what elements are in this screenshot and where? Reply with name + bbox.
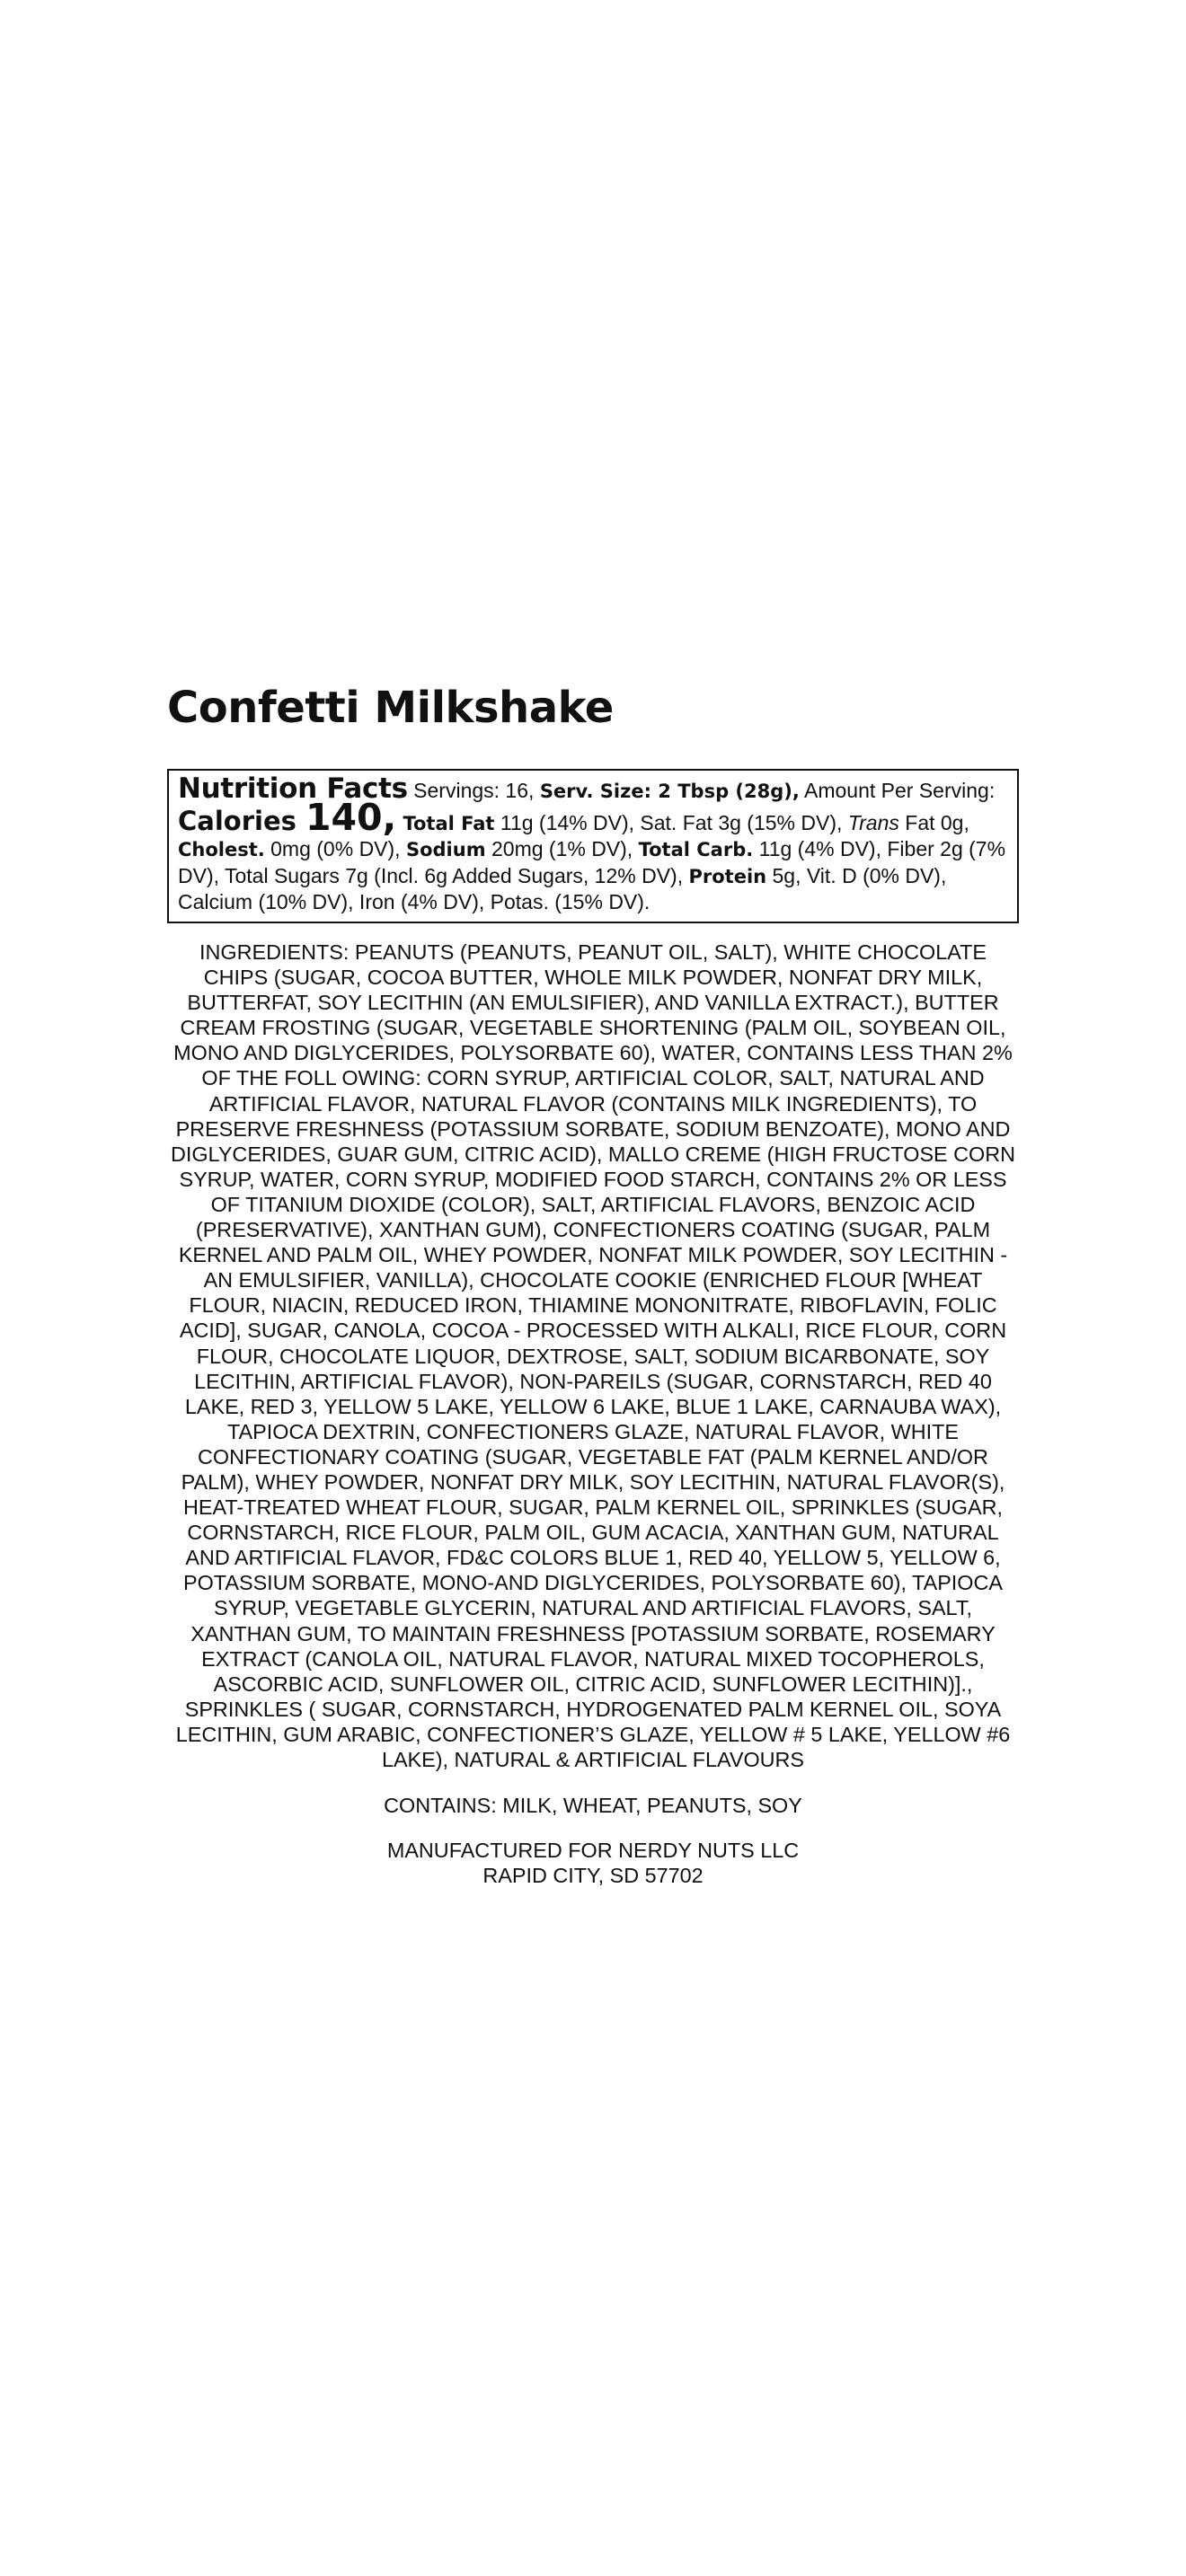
sodium-label: Sodium: [405, 839, 486, 860]
manufacturer-line: MANUFACTURED FOR NERDY NUTS LLC: [386, 1839, 800, 1862]
nutrition-facts-heading: Nutrition Facts: [178, 772, 408, 805]
trans-fat-value: Fat 0g,: [898, 810, 969, 834]
sodium-value: 20mg (1% DV),: [485, 837, 639, 860]
cholesterol-label: Cholest.: [178, 839, 265, 860]
allergen-statement: CONTAINS: MILK, WHEAT, PEANUTS, SOY: [384, 1794, 802, 1817]
total-fat-label: Total Fat: [396, 812, 495, 834]
manufacturer-info: [167, 1838, 1019, 1888]
total-carb-label: Total Carb.: [638, 839, 754, 860]
calories-label: Calories: [178, 805, 305, 836]
calories-value: 140,: [305, 795, 397, 839]
servings-text: Servings: 16,: [407, 779, 540, 802]
serving-size-label: Serv. Size:: [539, 781, 651, 802]
total-fat-value: 11g (14% DV), Sat. Fat 3g (15% DV),: [494, 810, 848, 834]
protein-label: Protein: [688, 865, 767, 887]
total-carb-value: 11g (4% DV), Fiber 2g (7% DV), Total Sugars 7g (Incl. 6g Added Sugars, 12% DV),: [178, 837, 1006, 887]
protein-value: 5g, Vit. D (0% DV), Calcium (10% DV), Iron (4% DV), Potas. (15% DV).: [178, 863, 947, 913]
product-title: Confetti Milkshake: [167, 683, 614, 733]
serving-size-value: 2 Tbsp (28g),: [651, 781, 800, 802]
manufacturer-address: RAPID CITY, SD 57702: [482, 1864, 704, 1887]
nutrition-facts-panel: [167, 769, 1019, 923]
cholesterol-value: 0mg (0% DV),: [264, 837, 406, 860]
amount-per-serving-text: Amount Per Serving:: [799, 779, 996, 802]
ingredients-list: INGREDIENTS: PEANUTS (PEANUTS, PEANUT OIL, SALT), WHITE CHOCOLATE CHIPS (SUGAR, COCOA BUTTER, WHOLE MILK POWDER, NONFAT DRY MILK, BUTTERFAT, SOY LECITHIN (AN EMULSIFIER), AND VANILLA EXTRACT.), BUTTER CREAM FROSTING (SUGAR, VEGETABLE SHORTENING (PALM OIL, SOYBEAN OIL, MONO AND DIGLYCERIDES, POLYSORBATE 60), WATER, CONTAINS LESS THAN 2% OF THE FOLL OWING: CORN SYRUP, ARTIFICIAL COLOR, SALT, NATURAL AND ARTIFICIAL FLAVOR, NATURAL FLAVOR (CONTAINS MILK INGREDIENTS), TO PRESERVE FRESHNESS (POTASSIUM SORBATE, SODIUM BENZOATE), MONO AND DIGLYCERIDES, GUAR GUM, CITRIC ACID), MALLO CREME (HIGH FRUCTOSE CORN SYRUP, WATER, CORN SYRUP, MODIFIED FOOD STARCH, CONTAINS 2% OR LESS OF TITANIUM DIOXIDE (COLOR), SALT, ARTIFICIAL FLAVORS, BENZOIC ACID (PRESERVATIVE), XANTHAN GUM), CONFECTIONERS COATING (SUGAR, PALM KERNEL AND PALM OIL, WHEY POWDER, NONFAT MILK POWDER, SOY LECITHIN - AN EMULSIFIER, VANILLA), CHOCOLATE COOKIE (ENRICHED FLOUR [WHEAT FLOUR, NIACIN, REDUCED IRON, THIAMINE MONONITRATE, RIBOFLAVIN, FOLIC ACID], SUGAR, CANOLA, COCOA - PROCESSED WITH ALKALI, RICE FLOUR, CORN FLOUR, CHOCOLATE LIQUOR, DEXTROSE, SALT, SODIUM BICARBONATE, SOY LECITHIN, ARTIFICIAL FLAVOR), NON-PAREILS (SUGAR, CORNSTARCH, RED 40 LAKE, RED 3, YELLOW 5 LAKE, YELLOW 6 LAKE, BLUE 1 LAKE, CARNAUBA WAX), TAPIOCA DEXTRIN, CONFECTIONERS GLAZE, NATURAL FLAVOR, WHITE CONFECTIONARY COATING (SUGAR, VEGETABLE FAT (PALM KERNEL AND/OR PALM), WHEY POWDER, NONFAT DRY MILK, SOY LECITHIN, NATURAL FLAVOR(S), HEAT-TREATED WHEAT FLOUR, SUGAR, PALM KERNEL OIL, SPRINKLES (SUGAR, CORNSTARCH, RICE FLOUR, PALM OIL, GUM ACACIA, XANTHAN GUM, NATURAL AND ARTIFICIAL FLAVOR, FD&C COLORS BLUE 1, RED 40, YELLOW 5, YELLOW 6, POTASSIUM SORBATE, MONO-AND DIGLYCERIDES, POLYSORBATE 60), TAPIOCA SYRUP, VEGETABLE GLYCERIN, NATURAL AND ARTIFICIAL FLAVORS, SALT, XANTHAN GUM, TO MAINTAIN FRESHNESS [POTASSIUM SORBATE, ROSEMARY EXTRACT (CANOLA OIL, NATURAL FLAVOR, NATURAL MIXED TOCOPHEROLS, ASCORBIC ACID, SUNFLOWER OIL, CITRIC ACID, SUNFLOWER LECITHIN)]., SPRINKLES ( SUGAR, CORNSTARCH, HYDROGENATED PALM KERNEL OIL, SOYA LECITHIN, GUM ARABIC, CONFECTIONER’S GLAZE, YELLOW # 5 LAKE, YELLOW #6 LAKE), NATURAL & ARTIFICIAL FLAVOURS: [170, 940, 1016, 1771]
trans-fat-label: Trans: [847, 810, 899, 834]
